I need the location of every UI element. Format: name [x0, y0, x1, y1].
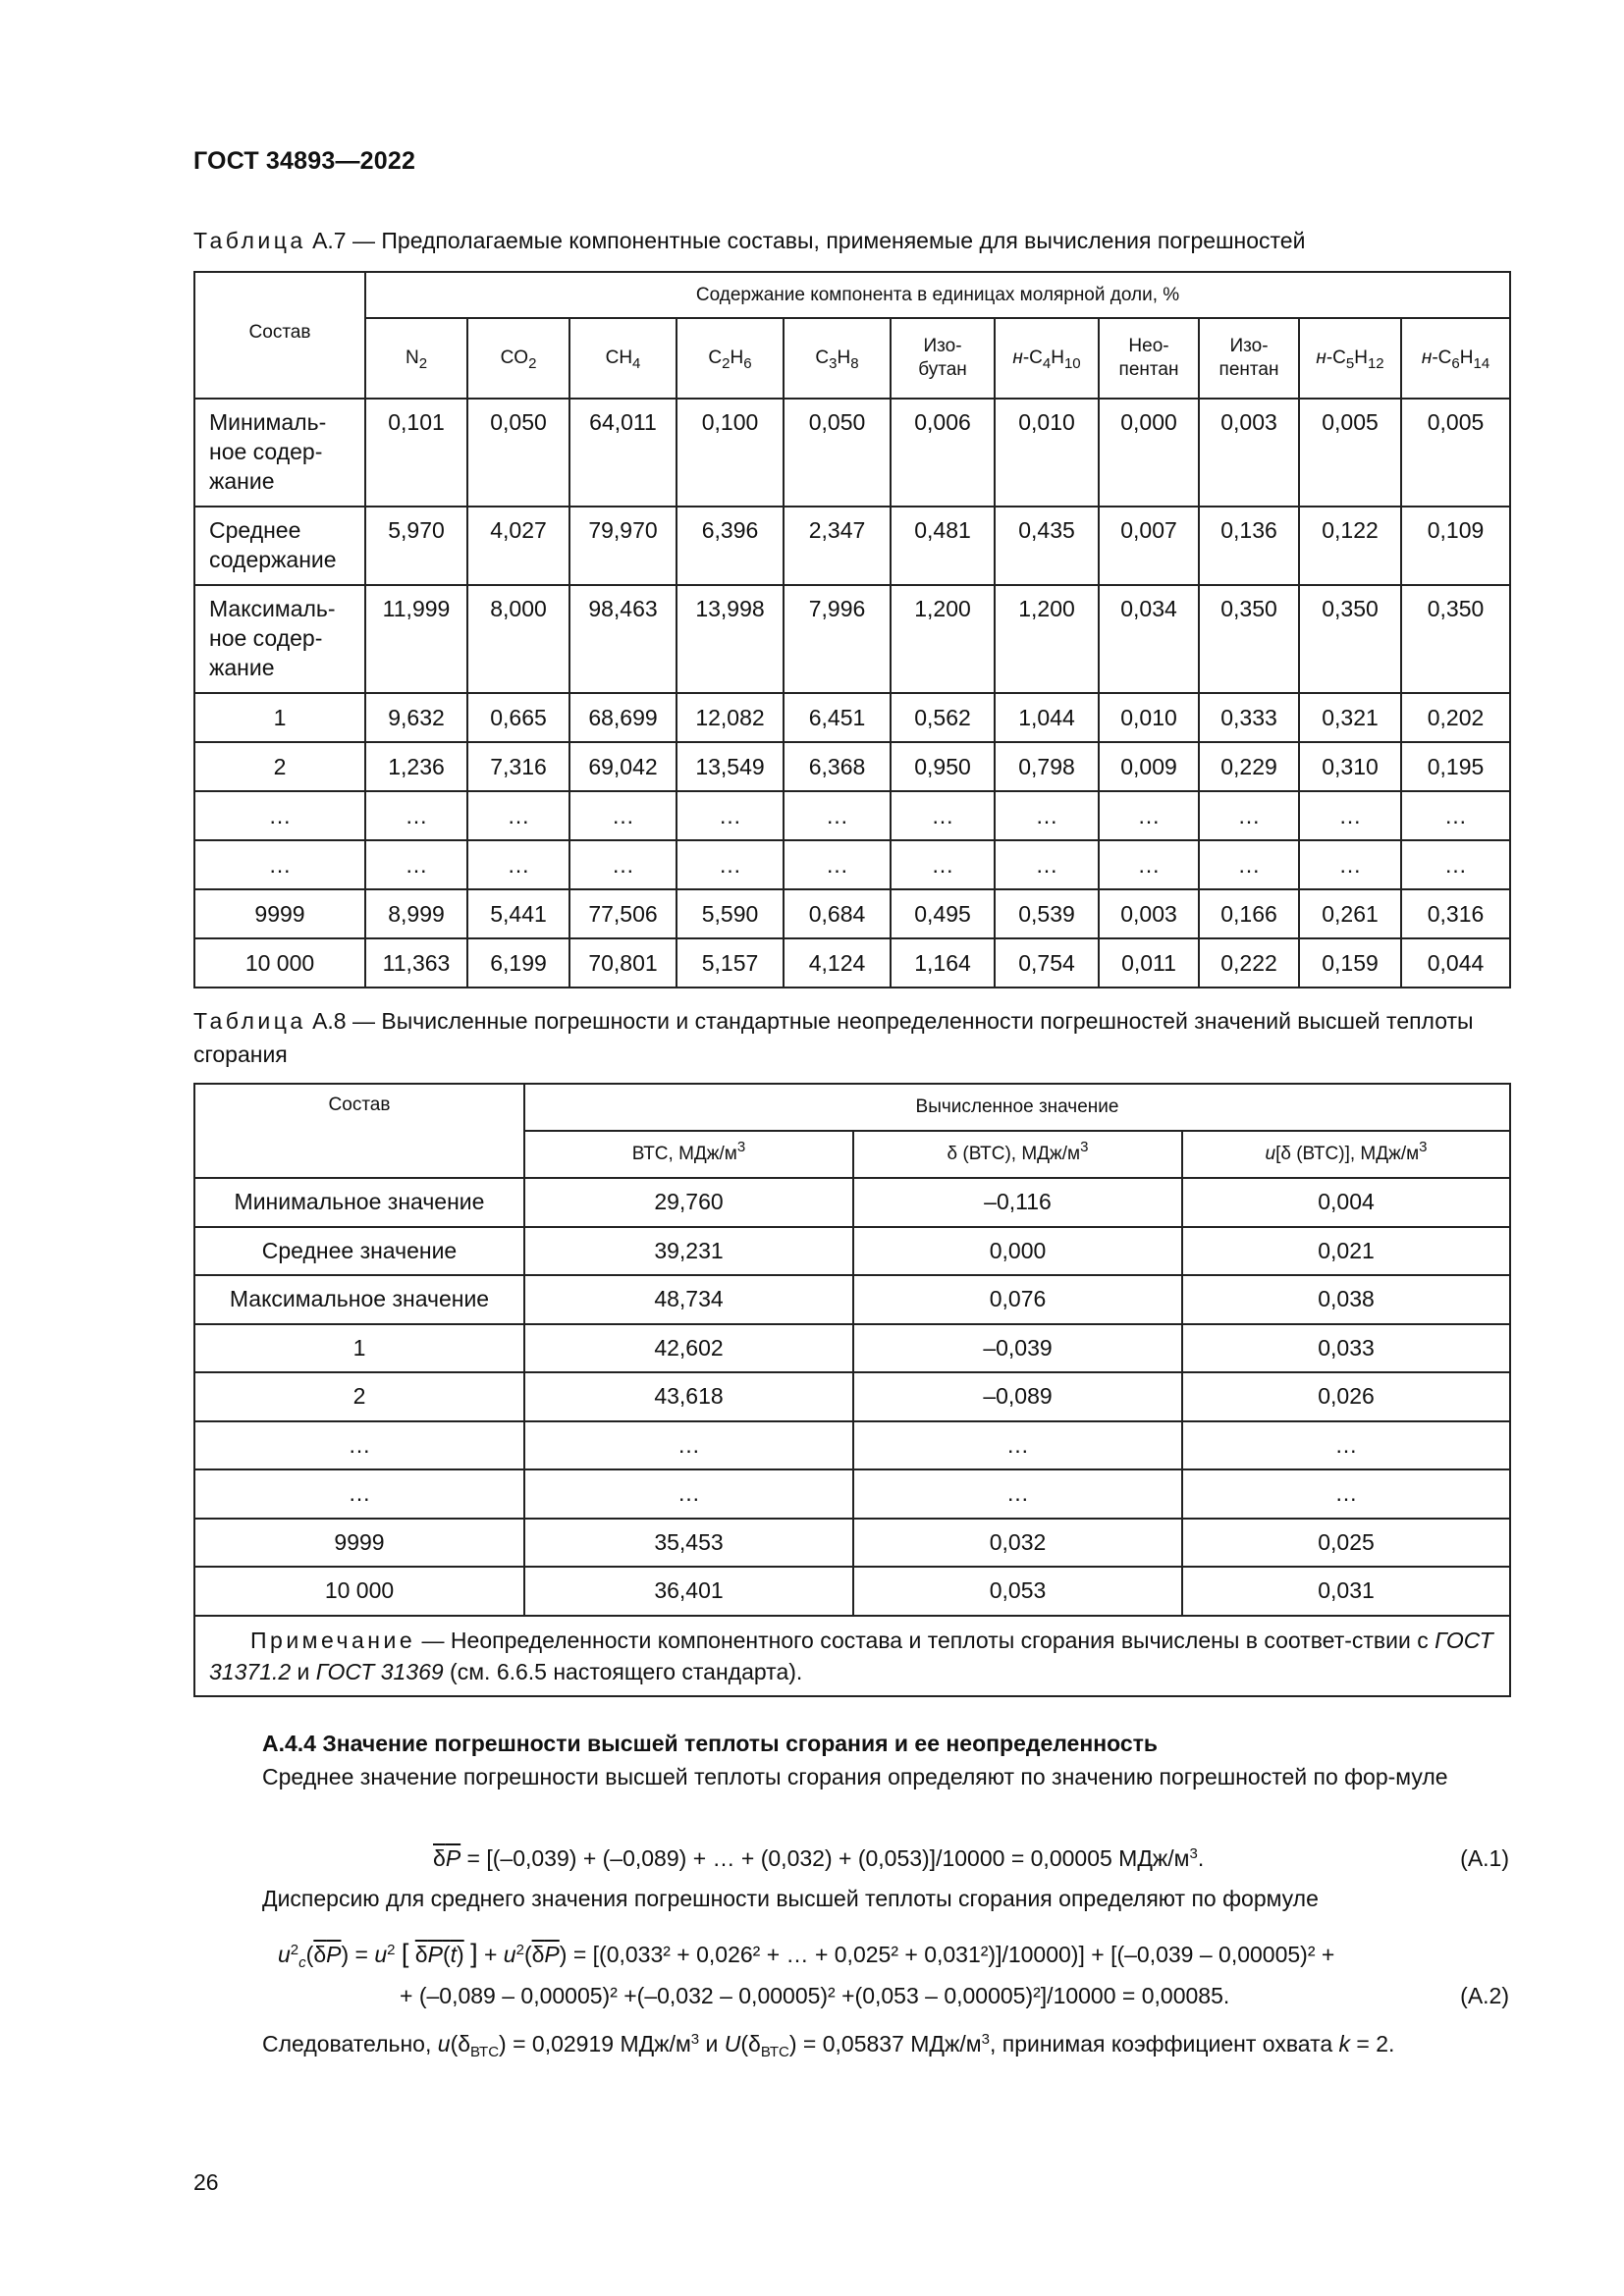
table-cell: 0,004	[1182, 1178, 1510, 1227]
section-conclusion: Следовательно, $u(\delta_{ВТС}) = 0,02919$ МДж/$м^3$ и $U(\delta_{ВТС}) = 0,05837$ МДж/$м^3$, принимая коэффициент охвата k = 2.	[262, 2031, 1395, 2060]
table-cell: …	[891, 840, 995, 889]
table-cell: 0,495	[891, 889, 995, 938]
table-row	[194, 1567, 1510, 1616]
table-cell: 0,026	[1182, 1372, 1510, 1421]
table-row	[194, 693, 1510, 742]
table-cell: 0,316	[1401, 889, 1510, 938]
table-row	[194, 399, 1510, 507]
row-label: 9999	[194, 1519, 524, 1568]
table-cell: 68,699	[569, 693, 677, 742]
table-cell: 0,011	[1099, 938, 1199, 988]
table-cell: 70,801	[569, 938, 677, 988]
table-row	[194, 1324, 1510, 1373]
table-cell: 0,007	[1099, 507, 1199, 585]
conclusion-part-c: и	[699, 2031, 725, 2056]
row-label: 1	[194, 1324, 524, 1373]
table-cell: 6,396	[677, 507, 784, 585]
table-cell: 0,333	[1199, 693, 1299, 742]
table-cell: 4,027	[467, 507, 569, 585]
table-a7-col-n-c6h14: $н-C_6H_{14}$	[1401, 318, 1510, 399]
table-cell: 13,549	[677, 742, 784, 791]
table-row	[194, 938, 1510, 988]
table-cell: 0,350	[1401, 585, 1510, 693]
table-a7-header-sostav: Состав	[194, 272, 365, 399]
table-cell: 0,350	[1199, 585, 1299, 693]
note-prefix: Примечание	[250, 1627, 416, 1653]
table-cell: 0,000	[853, 1227, 1182, 1276]
formula-a1: δP = [(–0,039) + (–0,089) + … + (0,032) + (0,053)]/10000 = 0,00005 МДж/$м^3$.	[433, 1845, 1205, 1871]
table-a8-col-u: u[δ (ВТС)], МДж/$м^3$	[1182, 1131, 1510, 1178]
row-label: 10 000	[194, 938, 365, 988]
table-cell: 0,665	[467, 693, 569, 742]
table-cell: …	[524, 1469, 853, 1519]
table-a7-caption	[193, 224, 1509, 257]
table-cell: 35,453	[524, 1519, 853, 1568]
table-cell: …	[891, 791, 995, 840]
row-label: Максимальное значение	[194, 1275, 524, 1324]
note-ref-gost-31371-2: ГОСТ 31371.2	[209, 1627, 1493, 1684]
table-cell: …	[1099, 791, 1199, 840]
table-cell: 0,038	[1182, 1275, 1510, 1324]
table-cell: 0,754	[995, 938, 1099, 988]
table-cell: 0,032	[853, 1519, 1182, 1568]
table-cell: 1,164	[891, 938, 995, 988]
table-row	[194, 742, 1510, 791]
table-cell: 77,506	[569, 889, 677, 938]
table-cell: 4,124	[784, 938, 891, 988]
table-cell: …	[467, 840, 569, 889]
table-cell: …	[677, 791, 784, 840]
conclusion-part-d: = 0,05837 МДж/м	[796, 2031, 982, 2056]
table-cell: …	[1182, 1469, 1510, 1519]
table-cell: 79,970	[569, 507, 677, 585]
table-a8-caption-text: А.8 — Вычисленные погрешности и стандартные неопределенности погрешностей значений высшей теплоты сгорания	[193, 1008, 1474, 1067]
table-cell: –0,116	[853, 1178, 1182, 1227]
table-cell: 9,632	[365, 693, 467, 742]
table-cell: 0,025	[1182, 1519, 1510, 1568]
table-cell: 0,350	[1299, 585, 1401, 693]
table-a7-caption-prefix: Таблица	[193, 228, 306, 253]
table-a8-caption	[193, 1004, 1509, 1071]
table-cell: 12,082	[677, 693, 784, 742]
table-cell: 0,798	[995, 742, 1099, 791]
table-cell: 0,101	[365, 399, 467, 507]
note-and: и	[291, 1658, 316, 1684]
row-label: Минималь- ное содер- жание	[194, 399, 365, 507]
table-a7-col-isobutane: Изо- бутан	[891, 318, 995, 399]
table-cell: …	[995, 791, 1099, 840]
table-cell: …	[365, 791, 467, 840]
table-cell: …	[1099, 840, 1199, 889]
table-cell: 0,034	[1099, 585, 1199, 693]
table-cell: 1,200	[891, 585, 995, 693]
table-cell: …	[1299, 840, 1401, 889]
table-cell: 0,481	[891, 507, 995, 585]
table-cell: 6,199	[467, 938, 569, 988]
table-cell: 0,050	[784, 399, 891, 507]
table-a7	[193, 271, 1511, 988]
table-row	[194, 1372, 1510, 1421]
table-cell: …	[365, 840, 467, 889]
table-cell: 42,602	[524, 1324, 853, 1373]
table-row	[194, 1469, 1510, 1519]
table-cell: 0,229	[1199, 742, 1299, 791]
table-a8-col-u-label: [δ (ВТС)], МДж/м	[1275, 1144, 1420, 1164]
table-cell: 0,562	[891, 693, 995, 742]
table-a8	[193, 1083, 1511, 1697]
table-cell: 98,463	[569, 585, 677, 693]
table-cell: 7,996	[784, 585, 891, 693]
table-a7-caption-text: А.7 — Предполагаемые компонентные составы, применяемые для вычисления погрешностей	[305, 228, 1306, 253]
table-cell: 0,031	[1182, 1567, 1510, 1616]
table-cell: 0,261	[1299, 889, 1401, 938]
table-cell: 0,310	[1299, 742, 1401, 791]
table-cell: 5,441	[467, 889, 569, 938]
table-cell: 64,011	[569, 399, 677, 507]
conclusion-part-a: Следовательно,	[262, 2031, 438, 2056]
table-cell: 0,000	[1099, 399, 1199, 507]
table-cell: 43,618	[524, 1372, 853, 1421]
table-cell: 0,166	[1199, 889, 1299, 938]
table-cell: 0,159	[1299, 938, 1401, 988]
section-title: А.4.4 Значение погрешности высшей теплоты сгорания и ее неопределенность	[262, 1731, 1159, 1756]
table-cell: …	[677, 840, 784, 889]
table-cell: 5,590	[677, 889, 784, 938]
row-label: …	[194, 1421, 524, 1470]
table-a8-col-u-prefix: u	[1265, 1144, 1276, 1164]
table-row	[194, 507, 1510, 585]
table-cell: …	[853, 1421, 1182, 1470]
table-cell: 0,010	[995, 399, 1099, 507]
table-cell: …	[853, 1469, 1182, 1519]
table-a7-col-c3h8: $C_3H_8$	[784, 318, 891, 399]
formula-a2-line-2: + (–0,089 – 0,00005)² +(–0,032 – 0,00005)² +(0,053 – 0,00005)²]/10000 = 0,00085.	[400, 1983, 1230, 2008]
table-cell: …	[1401, 840, 1510, 889]
formula-a1-number: (А.1)	[1460, 1845, 1509, 1871]
table-cell: 0,006	[891, 399, 995, 507]
table-cell: 0,136	[1199, 507, 1299, 585]
table-a8-header-sostav: Состав	[194, 1084, 524, 1178]
row-label: Среднее значение	[194, 1227, 524, 1276]
table-cell: …	[524, 1421, 853, 1470]
table-a8-caption-prefix: Таблица	[193, 1008, 306, 1034]
table-cell: 48,734	[524, 1275, 853, 1324]
table-cell: 1,236	[365, 742, 467, 791]
table-cell: 0,684	[784, 889, 891, 938]
row-label: …	[194, 791, 365, 840]
formula-a2-line-1-rhs: = [(0,033² + 0,026² + … + 0,025² + 0,031²)]/10000)] + [(–0,039 – 0,00005)² +	[567, 1942, 1335, 1967]
table-a7-col-n2: $N_2$	[365, 318, 467, 399]
table-a8-col-vtc-label: ВТС, МДж/м	[631, 1144, 737, 1164]
conclusion-part-b: = 0,02919 МДж/м	[506, 2031, 691, 2056]
table-row	[194, 889, 1510, 938]
table-cell: –0,039	[853, 1324, 1182, 1373]
row-label: 2	[194, 1372, 524, 1421]
conclusion-part-f: = 2.	[1350, 2031, 1395, 2056]
table-cell: 0,050	[467, 399, 569, 507]
table-cell: 5,970	[365, 507, 467, 585]
table-cell: 1,200	[995, 585, 1099, 693]
note-text-2: (см. 6.6.5 настоящего стандарта).	[443, 1658, 803, 1684]
table-row	[194, 1178, 1510, 1227]
table-cell: …	[569, 840, 677, 889]
table-cell: 36,401	[524, 1567, 853, 1616]
row-label: Максималь- ное содер- жание	[194, 585, 365, 693]
table-cell: 11,999	[365, 585, 467, 693]
table-cell: 0,109	[1401, 507, 1510, 585]
page-number: 26	[193, 2169, 219, 2195]
table-a7-col-n-c5h12: $н-C_5H_{12}$	[1299, 318, 1401, 399]
table-a7-col-co2: $CO_2$	[467, 318, 569, 399]
table-cell: 0,950	[891, 742, 995, 791]
row-label: Минимальное значение	[194, 1178, 524, 1227]
formula-a2-number: (А.2)	[1460, 1983, 1509, 2008]
table-row	[194, 1227, 1510, 1276]
table-row	[194, 1519, 1510, 1568]
table-cell: 0,053	[853, 1567, 1182, 1616]
table-cell: 0,321	[1299, 693, 1401, 742]
table-cell: 0,222	[1199, 938, 1299, 988]
table-cell: –0,089	[853, 1372, 1182, 1421]
table-cell: 0,076	[853, 1275, 1182, 1324]
table-cell: …	[1199, 791, 1299, 840]
table-cell: 2,347	[784, 507, 891, 585]
table-cell: 7,316	[467, 742, 569, 791]
section-paragraph-2: Дисперсию для среднего значения погрешности высшей теплоты сгорания определяют по формуле	[262, 1886, 1319, 1911]
conclusion-part-e: , принимая коэффициент охвата	[989, 2031, 1339, 2056]
table-cell: 0,435	[995, 507, 1099, 585]
row-label: 2	[194, 742, 365, 791]
table-cell: …	[467, 791, 569, 840]
table-cell: 13,998	[677, 585, 784, 693]
table-cell: 0,202	[1401, 693, 1510, 742]
table-cell: 11,363	[365, 938, 467, 988]
table-a8-col-delta-label: δ (ВТС), МДж/м	[947, 1144, 1081, 1164]
table-a7-col-n-c4h10: $н-C_4H_{10}$	[995, 318, 1099, 399]
table-cell: 29,760	[524, 1178, 853, 1227]
table-cell: 0,100	[677, 399, 784, 507]
table-a8-note	[194, 1616, 1510, 1696]
table-cell: 0,003	[1099, 889, 1199, 938]
table-cell: 0,033	[1182, 1324, 1510, 1373]
document-title: ГОСТ 34893—2022	[193, 147, 416, 175]
table-cell: 0,005	[1299, 399, 1401, 507]
row-label: …	[194, 1469, 524, 1519]
table-row	[194, 1421, 1510, 1470]
row-label: …	[194, 840, 365, 889]
table-row	[194, 1275, 1510, 1324]
table-a7-group-header: Содержание компонента в единицах молярной доли, %	[365, 272, 1510, 318]
row-label: Среднее содержание	[194, 507, 365, 585]
note-ref-gost-31369: ГОСТ 31369	[315, 1658, 444, 1684]
table-a8-col-delta: δ (ВТС), МДж/$м^3$	[853, 1131, 1182, 1178]
table-cell: 1,044	[995, 693, 1099, 742]
table-a8-group-header: Вычисленное значение	[524, 1084, 1510, 1131]
table-cell: 0,044	[1401, 938, 1510, 988]
table-row	[194, 791, 1510, 840]
table-cell: 0,003	[1199, 399, 1299, 507]
table-cell: …	[784, 791, 891, 840]
table-cell: …	[784, 840, 891, 889]
table-cell: 6,368	[784, 742, 891, 791]
table-cell: 0,010	[1099, 693, 1199, 742]
table-row	[194, 840, 1510, 889]
table-a7-col-isopentane: Изо- пентан	[1199, 318, 1299, 399]
table-cell: 5,157	[677, 938, 784, 988]
row-label: 10 000	[194, 1567, 524, 1616]
note-text-1: — Неопределенности компонентного состава и теплоты сгорания вычислены в соответ-ствии с	[415, 1627, 1435, 1653]
table-cell: 8,999	[365, 889, 467, 938]
section-paragraph-1: Среднее значение погрешности высшей теплоты сгорания определяют по значению погрешностей по фор-муле	[262, 1764, 1448, 1789]
table-cell: 69,042	[569, 742, 677, 791]
table-a7-col-neopentane: Нео- пентан	[1099, 318, 1199, 399]
table-cell: 0,539	[995, 889, 1099, 938]
table-cell: …	[1401, 791, 1510, 840]
formula-a1-rhs: = [(–0,039) + (–0,089) + … + (0,032) + (0,053)]/10000 = 0,00005 МДж/м	[460, 1845, 1190, 1871]
table-cell: 8,000	[467, 585, 569, 693]
table-cell: 0,005	[1401, 399, 1510, 507]
table-cell: …	[1182, 1421, 1510, 1470]
table-a7-col-c2h6: $C_2H_6$	[677, 318, 784, 399]
table-cell: …	[1199, 840, 1299, 889]
table-cell: 0,021	[1182, 1227, 1510, 1276]
table-cell: 6,451	[784, 693, 891, 742]
table-cell: …	[995, 840, 1099, 889]
table-cell: 0,195	[1401, 742, 1510, 791]
table-a7-col-ch4: $CH_4$	[569, 318, 677, 399]
table-cell: …	[569, 791, 677, 840]
table-cell: …	[1299, 791, 1401, 840]
table-a8-col-vtc: ВТС, МДж/$м^3$	[524, 1131, 853, 1178]
row-label: 1	[194, 693, 365, 742]
table-cell: 0,009	[1099, 742, 1199, 791]
row-label: 9999	[194, 889, 365, 938]
table-cell: 39,231	[524, 1227, 853, 1276]
formula-a2-line-1: $u^2_c(\delta P) = u^2$ [ δP(t) ] + $u^2(\delta P) = [(0,033^2 + 0,026^2$ + … + 0,025² + 0,031²)]/10000)] + [(–0,039 – 0,00005)² +	[278, 1939, 1335, 1971]
table-cell: 0,122	[1299, 507, 1401, 585]
table-row	[194, 585, 1510, 693]
